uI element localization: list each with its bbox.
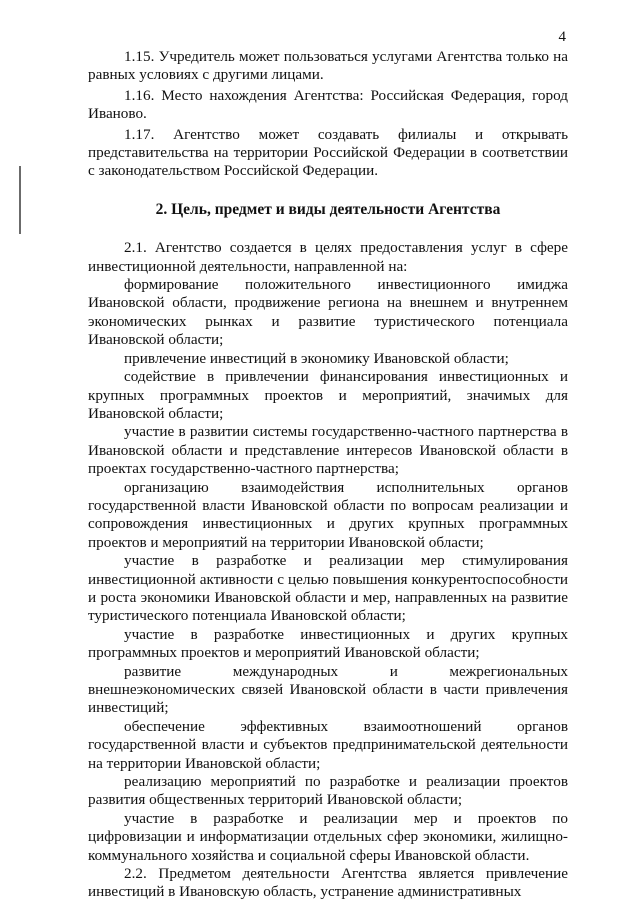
list-item: формирование положительного инвестиционного имиджа Ивановской области, продвижение региона на внешнем и внутреннем экономических рынках и развитие туристического потенциала Ивановской области; — [88, 276, 568, 349]
paragraph-1-17: 1.17. Агентство может создавать филиалы и открывать представительства на территории Российской Федерации в соответствии с законодательством Российской Федерации. — [88, 125, 568, 180]
list-item: участие в развитии системы государственно-частного партнерства в Ивановской области и представление интересов Ивановской области в проектах государственно-частного партнерства; — [88, 423, 568, 478]
list-item: развитие международных и межрегиональных внешнеэкономических связей Ивановской области в части привлечения инвестиций; — [88, 662, 568, 717]
list-item: привлечение инвестиций в экономику Ивановской области; — [124, 349, 509, 367]
list-item: участие в разработке инвестиционных и других крупных программных проектов и мероприятий Ивановской области; — [88, 625, 568, 662]
page-number: 4 — [558, 29, 566, 45]
list-item: обеспечение эффективных взаимоотношений органов государственной власти и субъектов предпринимательской деятельности на территории Ивановской области; — [88, 717, 568, 772]
paragraph-2-1: 2.1. Агентство создается в целях предоставления услуг в сфере инвестиционной деятельности, направленной на: — [88, 239, 568, 275]
margin-mark — [19, 166, 21, 234]
section-heading: 2. Цель, предмет и виды деятельности Агентства — [155, 200, 501, 218]
list-item: организацию взаимодействия исполнительных органов государственной власти Ивановской области по вопросам реализации и сопровождения инвестиционных и других крупных программных проектов и мероприятий на территории Ивановской области; — [88, 478, 568, 551]
list-item: содействие в привлечении финансирования инвестиционных и крупных программных проектов и мероприятий, значимых для Ивановской области; — [88, 368, 568, 422]
list-item: участие в разработке и реализации мер стимулирования инвестиционной активности с целью повышения конкурентоспособности и роста экономики Ивановской области и мер, направленных на развитие туристического потенциала Ивановской области; — [88, 552, 568, 625]
paragraph-1-15: 1.15. Учредитель может пользоваться услугами Агентства только на равных условиях с другими лицами. — [88, 48, 568, 84]
list-item: участие в разработке и реализации мер и проектов по цифровизации и информатизации отдельных сфер экономики, жилищно-коммунального хозяйства и социальной сферы Ивановской области. — [88, 809, 568, 864]
paragraph-1-16: 1.16. Место нахождения Агентства: Российская Федерация, город Иваново. — [88, 86, 568, 123]
paragraph-2-2: 2.2. Предметом деятельности Агентства является привлечение инвестиций в Ивановскую область, устранение административных — [88, 865, 568, 901]
list-item: реализацию мероприятий по разработке и реализации проектов развития общественных территорий Ивановской области; — [88, 773, 568, 809]
document-content — [88, 48, 568, 902]
